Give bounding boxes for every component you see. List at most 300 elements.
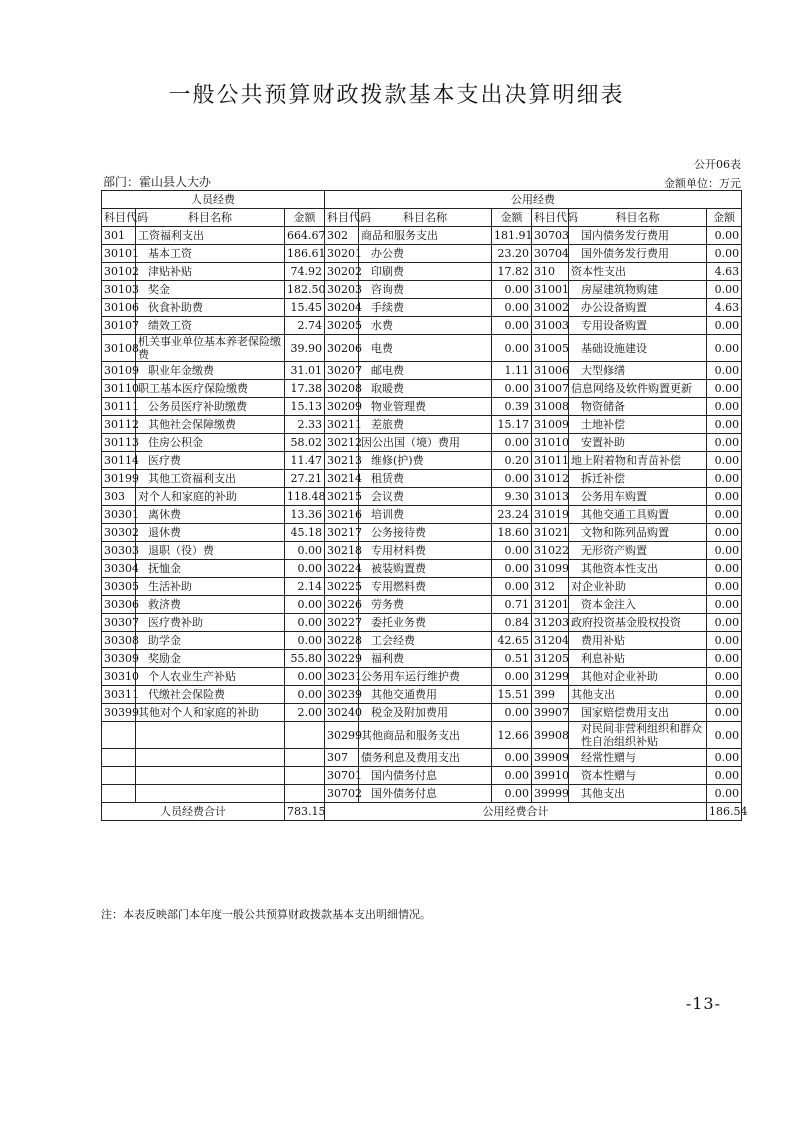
item-amount: 31.01 — [285, 362, 325, 380]
item-amount: 2.74 — [285, 317, 325, 335]
item-amount: 17.38 — [285, 380, 325, 398]
table-row — [102, 362, 742, 380]
item-amount — [285, 767, 325, 785]
item-amount: 39.90 — [285, 335, 325, 362]
item-name: 经常性赠与 — [569, 749, 707, 767]
item-code: 303 — [102, 488, 136, 506]
public-total-amount: 186.54 — [707, 803, 742, 821]
item-code: 30203 — [325, 281, 359, 299]
item-code: 31002 — [532, 299, 569, 317]
table-row — [102, 434, 742, 452]
item-code: 30302 — [102, 524, 136, 542]
item-name: 其他对企业补助 — [569, 668, 707, 686]
item-amount: 23.24 — [492, 506, 532, 524]
item-code: 30215 — [325, 488, 359, 506]
item-code: 30199 — [102, 470, 136, 488]
totals-row — [102, 803, 742, 821]
item-name: 无形资产购置 — [569, 542, 707, 560]
item-name: 生活补助 — [136, 578, 285, 596]
item-name: 咨询费 — [359, 281, 492, 299]
item-amount: 0.39 — [492, 398, 532, 416]
item-amount — [285, 785, 325, 803]
item-code — [102, 722, 136, 749]
item-code: 312 — [532, 578, 569, 596]
item-name: 国外债务发行费用 — [569, 245, 707, 263]
item-code: 30108 — [102, 335, 136, 362]
item-name: 代缴社会保险费 — [136, 686, 285, 704]
item-name — [136, 749, 285, 767]
item-name: 福利费 — [359, 650, 492, 668]
item-code: 30702 — [325, 785, 359, 803]
item-name: 对企业补助 — [569, 578, 707, 596]
item-name: 对个人和家庭的补助 — [136, 488, 285, 506]
item-amount: 0.00 — [492, 434, 532, 452]
item-amount: 15.45 — [285, 299, 325, 317]
item-code: 31022 — [532, 542, 569, 560]
item-name: 维修(护)费 — [359, 452, 492, 470]
item-code: 39909 — [532, 749, 569, 767]
item-code: 30101 — [102, 245, 136, 263]
table-row — [102, 488, 742, 506]
item-name: 专用燃料费 — [359, 578, 492, 596]
item-code: 30299 — [325, 722, 359, 749]
column-header-code: 科目代码 — [325, 209, 359, 227]
item-code: 307 — [325, 749, 359, 767]
table-row — [102, 524, 742, 542]
item-code: 31006 — [532, 362, 569, 380]
item-name: 资本性支出 — [569, 263, 707, 281]
item-amount: 181.91 — [492, 227, 532, 245]
table-row — [102, 317, 742, 335]
item-code: 30309 — [102, 650, 136, 668]
item-name: 其他支出 — [569, 686, 707, 704]
item-amount: 2.14 — [285, 578, 325, 596]
item-code: 31013 — [532, 488, 569, 506]
item-name: 医疗费补助 — [136, 614, 285, 632]
department-label: 部门：霍山县人大办 — [103, 175, 212, 189]
item-name: 津贴补贴 — [136, 263, 285, 281]
item-name: 电费 — [359, 335, 492, 362]
item-name: 机关事业单位基本养老保险缴费 — [136, 335, 285, 362]
item-amount: 0.00 — [707, 767, 742, 785]
item-name: 个人农业生产补贴 — [136, 668, 285, 686]
item-name: 物资储备 — [569, 398, 707, 416]
item-amount: 55.80 — [285, 650, 325, 668]
item-amount: 0.00 — [492, 380, 532, 398]
item-amount: 664.67 — [285, 227, 325, 245]
item-name: 绩效工资 — [136, 317, 285, 335]
item-amount: 0.00 — [707, 722, 742, 749]
item-name: 手续费 — [359, 299, 492, 317]
item-code: 30110 — [102, 380, 136, 398]
item-amount — [285, 749, 325, 767]
item-name: 救济费 — [136, 596, 285, 614]
item-name: 租赁费 — [359, 470, 492, 488]
item-amount: 0.00 — [707, 578, 742, 596]
item-code: 30304 — [102, 560, 136, 578]
table-row — [102, 596, 742, 614]
item-amount: 42.65 — [492, 632, 532, 650]
item-amount: 0.00 — [707, 434, 742, 452]
item-code — [102, 785, 136, 803]
item-name — [136, 722, 285, 749]
item-code: 31001 — [532, 281, 569, 299]
item-amount: 0.00 — [285, 542, 325, 560]
item-code: 31005 — [532, 335, 569, 362]
item-amount: 15.17 — [492, 416, 532, 434]
item-amount: 4.63 — [707, 263, 742, 281]
item-amount: 9.30 — [492, 488, 532, 506]
table-row — [102, 416, 742, 434]
item-code: 30226 — [325, 596, 359, 614]
item-code: 30111 — [102, 398, 136, 416]
item-code: 30113 — [102, 434, 136, 452]
item-code: 31201 — [532, 596, 569, 614]
item-amount: 0.00 — [707, 668, 742, 686]
item-code: 31003 — [532, 317, 569, 335]
item-amount — [285, 722, 325, 749]
item-code: 30307 — [102, 614, 136, 632]
item-code: 30107 — [102, 317, 136, 335]
item-amount: 45.18 — [285, 524, 325, 542]
personnel-total-label: 人员经费合计 — [102, 803, 285, 821]
item-amount: 0.00 — [707, 524, 742, 542]
item-name: 国家赔偿费用支出 — [569, 704, 707, 722]
item-code: 30227 — [325, 614, 359, 632]
item-amount: 0.00 — [707, 380, 742, 398]
item-name: 助学金 — [136, 632, 285, 650]
item-code: 31019 — [532, 506, 569, 524]
item-name: 培训费 — [359, 506, 492, 524]
item-amount: 12.66 — [492, 722, 532, 749]
column-header-code: 科目代码 — [102, 209, 136, 227]
item-amount: 0.00 — [492, 560, 532, 578]
item-amount: 0.00 — [707, 749, 742, 767]
item-name: 税金及附加费用 — [359, 704, 492, 722]
item-amount: 0.00 — [707, 398, 742, 416]
item-code: 30109 — [102, 362, 136, 380]
table-row — [102, 227, 742, 245]
item-code: 30308 — [102, 632, 136, 650]
table-row — [102, 767, 742, 785]
item-code: 30114 — [102, 452, 136, 470]
item-code: 39999 — [532, 785, 569, 803]
item-code: 31007 — [532, 380, 569, 398]
item-code: 30306 — [102, 596, 136, 614]
item-amount: 0.00 — [492, 578, 532, 596]
item-code: 30201 — [325, 245, 359, 263]
item-name: 地上附着物和青苗补偿 — [569, 452, 707, 470]
item-amount: 11.47 — [285, 452, 325, 470]
item-code: 31009 — [532, 416, 569, 434]
item-amount: 2.33 — [285, 416, 325, 434]
footnote: 注：本表反映部门本年度一般公共预算财政拨款基本支出明细情况。 — [101, 908, 431, 921]
item-name: 会议费 — [359, 488, 492, 506]
item-name: 伙食补助费 — [136, 299, 285, 317]
item-amount: 0.00 — [707, 686, 742, 704]
item-amount: 1.11 — [492, 362, 532, 380]
column-header-amount: 金额 — [707, 209, 742, 227]
item-name: 印刷费 — [359, 263, 492, 281]
item-name: 工会经费 — [359, 632, 492, 650]
item-amount: 0.00 — [707, 560, 742, 578]
item-name: 费用补贴 — [569, 632, 707, 650]
item-amount: 0.00 — [492, 767, 532, 785]
column-header-name: 科目名称 — [359, 209, 492, 227]
item-amount: 0.71 — [492, 596, 532, 614]
item-name: 专用材料费 — [359, 542, 492, 560]
item-amount: 0.00 — [492, 470, 532, 488]
item-amount: 0.00 — [492, 281, 532, 299]
item-name: 奖励金 — [136, 650, 285, 668]
item-code: 30204 — [325, 299, 359, 317]
item-code: 30311 — [102, 686, 136, 704]
personnel-total-amount: 783.15 — [285, 803, 325, 821]
item-name: 奖金 — [136, 281, 285, 299]
page-title: 一般公共预算财政拨款基本支出决算明细表 — [168, 83, 625, 108]
item-name: 办公设备购置 — [569, 299, 707, 317]
item-amount: 0.00 — [285, 614, 325, 632]
item-code: 30703 — [532, 227, 569, 245]
item-code: 31010 — [532, 434, 569, 452]
item-amount: 0.00 — [707, 488, 742, 506]
unit-label: 金额单位：万元 — [664, 177, 741, 190]
item-name: 职工基本医疗保险缴费 — [136, 380, 285, 398]
item-name: 其他资本性支出 — [569, 560, 707, 578]
public-total-label: 公用经费合计 — [325, 803, 707, 821]
table-row — [102, 614, 742, 632]
item-amount: 0.00 — [492, 704, 532, 722]
item-amount: 27.21 — [285, 470, 325, 488]
item-amount: 0.20 — [492, 452, 532, 470]
item-code: 30229 — [325, 650, 359, 668]
item-name: 其他对个人和家庭的补助 — [136, 704, 285, 722]
item-name: 邮电费 — [359, 362, 492, 380]
item-name: 其他交通费用 — [359, 686, 492, 704]
item-code: 30704 — [532, 245, 569, 263]
column-header-amount: 金额 — [492, 209, 532, 227]
item-name: 文物和陈列品购置 — [569, 524, 707, 542]
item-amount: 15.13 — [285, 398, 325, 416]
item-amount: 58.02 — [285, 434, 325, 452]
item-amount: 15.51 — [492, 686, 532, 704]
item-amount: 0.00 — [707, 335, 742, 362]
item-code: 31205 — [532, 650, 569, 668]
item-amount: 182.50 — [285, 281, 325, 299]
column-header-code: 科目代码 — [532, 209, 569, 227]
item-name: 水费 — [359, 317, 492, 335]
item-code: 30239 — [325, 686, 359, 704]
table-row — [102, 632, 742, 650]
item-name: 专用设备购置 — [569, 317, 707, 335]
item-amount: 0.00 — [492, 335, 532, 362]
item-code: 30216 — [325, 506, 359, 524]
item-amount: 0.00 — [285, 632, 325, 650]
table-row — [102, 506, 742, 524]
item-amount: 4.63 — [707, 299, 742, 317]
item-code: 30218 — [325, 542, 359, 560]
item-name: 国内债务付息 — [359, 767, 492, 785]
table-row — [102, 785, 742, 803]
item-code: 30303 — [102, 542, 136, 560]
table-row — [102, 722, 742, 749]
item-code: 30213 — [325, 452, 359, 470]
table-row — [102, 452, 742, 470]
item-amount: 18.60 — [492, 524, 532, 542]
item-amount: 0.00 — [707, 227, 742, 245]
item-name: 被装购置费 — [359, 560, 492, 578]
item-name: 工资福利支出 — [136, 227, 285, 245]
item-code: 39907 — [532, 704, 569, 722]
item-name: 公务用车购置 — [569, 488, 707, 506]
item-amount: 0.00 — [492, 542, 532, 560]
item-code: 30399 — [102, 704, 136, 722]
item-name: 其他工资福利支出 — [136, 470, 285, 488]
item-name: 医疗费 — [136, 452, 285, 470]
item-name: 公务用车运行维护费 — [359, 668, 492, 686]
item-name: 其他支出 — [569, 785, 707, 803]
item-amount: 0.51 — [492, 650, 532, 668]
item-amount: 0.00 — [707, 245, 742, 263]
item-amount: 0.00 — [707, 785, 742, 803]
item-amount: 0.00 — [707, 506, 742, 524]
item-name: 基本工资 — [136, 245, 285, 263]
item-code: 31008 — [532, 398, 569, 416]
table-row — [102, 668, 742, 686]
item-name: 其他社会保障缴费 — [136, 416, 285, 434]
item-amount: 186.61 — [285, 245, 325, 263]
personnel-group-header: 人员经费 — [102, 191, 325, 209]
item-name: 退职（役）费 — [136, 542, 285, 560]
item-code: 30228 — [325, 632, 359, 650]
item-name: 信息网络及软件购置更新 — [569, 380, 707, 398]
item-code: 39908 — [532, 722, 569, 749]
table-row — [102, 380, 742, 398]
item-amount: 0.00 — [707, 704, 742, 722]
table-row — [102, 299, 742, 317]
item-name: 抚恤金 — [136, 560, 285, 578]
item-code: 301 — [102, 227, 136, 245]
item-code: 30231 — [325, 668, 359, 686]
expenditure-detail-table — [101, 190, 748, 821]
item-amount: 0.00 — [707, 632, 742, 650]
item-name: 安置补助 — [569, 434, 707, 452]
item-code: 30106 — [102, 299, 136, 317]
item-code: 302 — [325, 227, 359, 245]
item-amount: 0.00 — [707, 542, 742, 560]
item-name: 商品和服务支出 — [359, 227, 492, 245]
item-name: 退休费 — [136, 524, 285, 542]
item-amount: 0.00 — [707, 596, 742, 614]
item-amount: 0.00 — [492, 317, 532, 335]
item-code: 30206 — [325, 335, 359, 362]
table-row — [102, 470, 742, 488]
item-name — [136, 767, 285, 785]
item-name: 因公出国（境）费用 — [359, 434, 492, 452]
table-row — [102, 245, 742, 263]
item-amount: 0.00 — [285, 668, 325, 686]
item-name: 基础设施建设 — [569, 335, 707, 362]
item-code: 31021 — [532, 524, 569, 542]
item-amount: 0.00 — [707, 317, 742, 335]
item-code: 30214 — [325, 470, 359, 488]
table-row — [102, 650, 742, 668]
item-name: 劳务费 — [359, 596, 492, 614]
item-name: 公务接待费 — [359, 524, 492, 542]
table-row — [102, 560, 742, 578]
item-code: 39910 — [532, 767, 569, 785]
item-amount: 0.00 — [285, 686, 325, 704]
item-code: 30225 — [325, 578, 359, 596]
item-name: 其他商品和服务支出 — [359, 722, 492, 749]
item-code: 31204 — [532, 632, 569, 650]
item-name — [136, 785, 285, 803]
item-amount: 0.00 — [707, 650, 742, 668]
item-amount: 0.00 — [707, 362, 742, 380]
item-code: 30305 — [102, 578, 136, 596]
item-name: 大型修缮 — [569, 362, 707, 380]
item-amount: 0.00 — [707, 452, 742, 470]
item-amount: 74.92 — [285, 263, 325, 281]
item-name: 差旅费 — [359, 416, 492, 434]
item-code: 30207 — [325, 362, 359, 380]
table-row — [102, 398, 742, 416]
item-name: 取暖费 — [359, 380, 492, 398]
item-code: 30205 — [325, 317, 359, 335]
item-code: 30240 — [325, 704, 359, 722]
item-code: 30217 — [325, 524, 359, 542]
item-amount: 0.00 — [492, 749, 532, 767]
item-amount: 118.48 — [285, 488, 325, 506]
item-name: 房屋建筑物购建 — [569, 281, 707, 299]
item-name: 离休费 — [136, 506, 285, 524]
item-name: 办公费 — [359, 245, 492, 263]
item-code: 30102 — [102, 263, 136, 281]
column-header-name: 科目名称 — [569, 209, 707, 227]
item-name: 对民间非营利组织和群众性自治组织补贴 — [569, 722, 707, 749]
item-amount: 0.00 — [492, 299, 532, 317]
item-amount: 0.00 — [707, 416, 742, 434]
item-amount: 0.00 — [707, 281, 742, 299]
item-code: 310 — [532, 263, 569, 281]
item-name: 债务利息及费用支出 — [359, 749, 492, 767]
item-amount: 23.20 — [492, 245, 532, 263]
table-row — [102, 335, 742, 362]
item-name: 资本金注入 — [569, 596, 707, 614]
item-name: 政府投资基金股权投资 — [569, 614, 707, 632]
page-number: -13- — [685, 994, 721, 1013]
item-amount: 0.00 — [492, 668, 532, 686]
item-code: 30701 — [325, 767, 359, 785]
item-amount: 2.00 — [285, 704, 325, 722]
item-amount: 0.00 — [707, 614, 742, 632]
table-row — [102, 749, 742, 767]
item-name: 物业管理费 — [359, 398, 492, 416]
item-code: 30209 — [325, 398, 359, 416]
item-name: 住房公积金 — [136, 434, 285, 452]
column-header-name: 科目名称 — [136, 209, 285, 227]
item-code — [102, 749, 136, 767]
item-code: 30310 — [102, 668, 136, 686]
item-name: 委托业务费 — [359, 614, 492, 632]
item-name: 公务员医疗补助缴费 — [136, 398, 285, 416]
item-amount: 0.00 — [492, 785, 532, 803]
item-amount: 17.82 — [492, 263, 532, 281]
table-row — [102, 704, 742, 722]
column-header-row — [102, 209, 742, 227]
form-number: 公开06表 — [694, 158, 741, 171]
item-code: 30103 — [102, 281, 136, 299]
